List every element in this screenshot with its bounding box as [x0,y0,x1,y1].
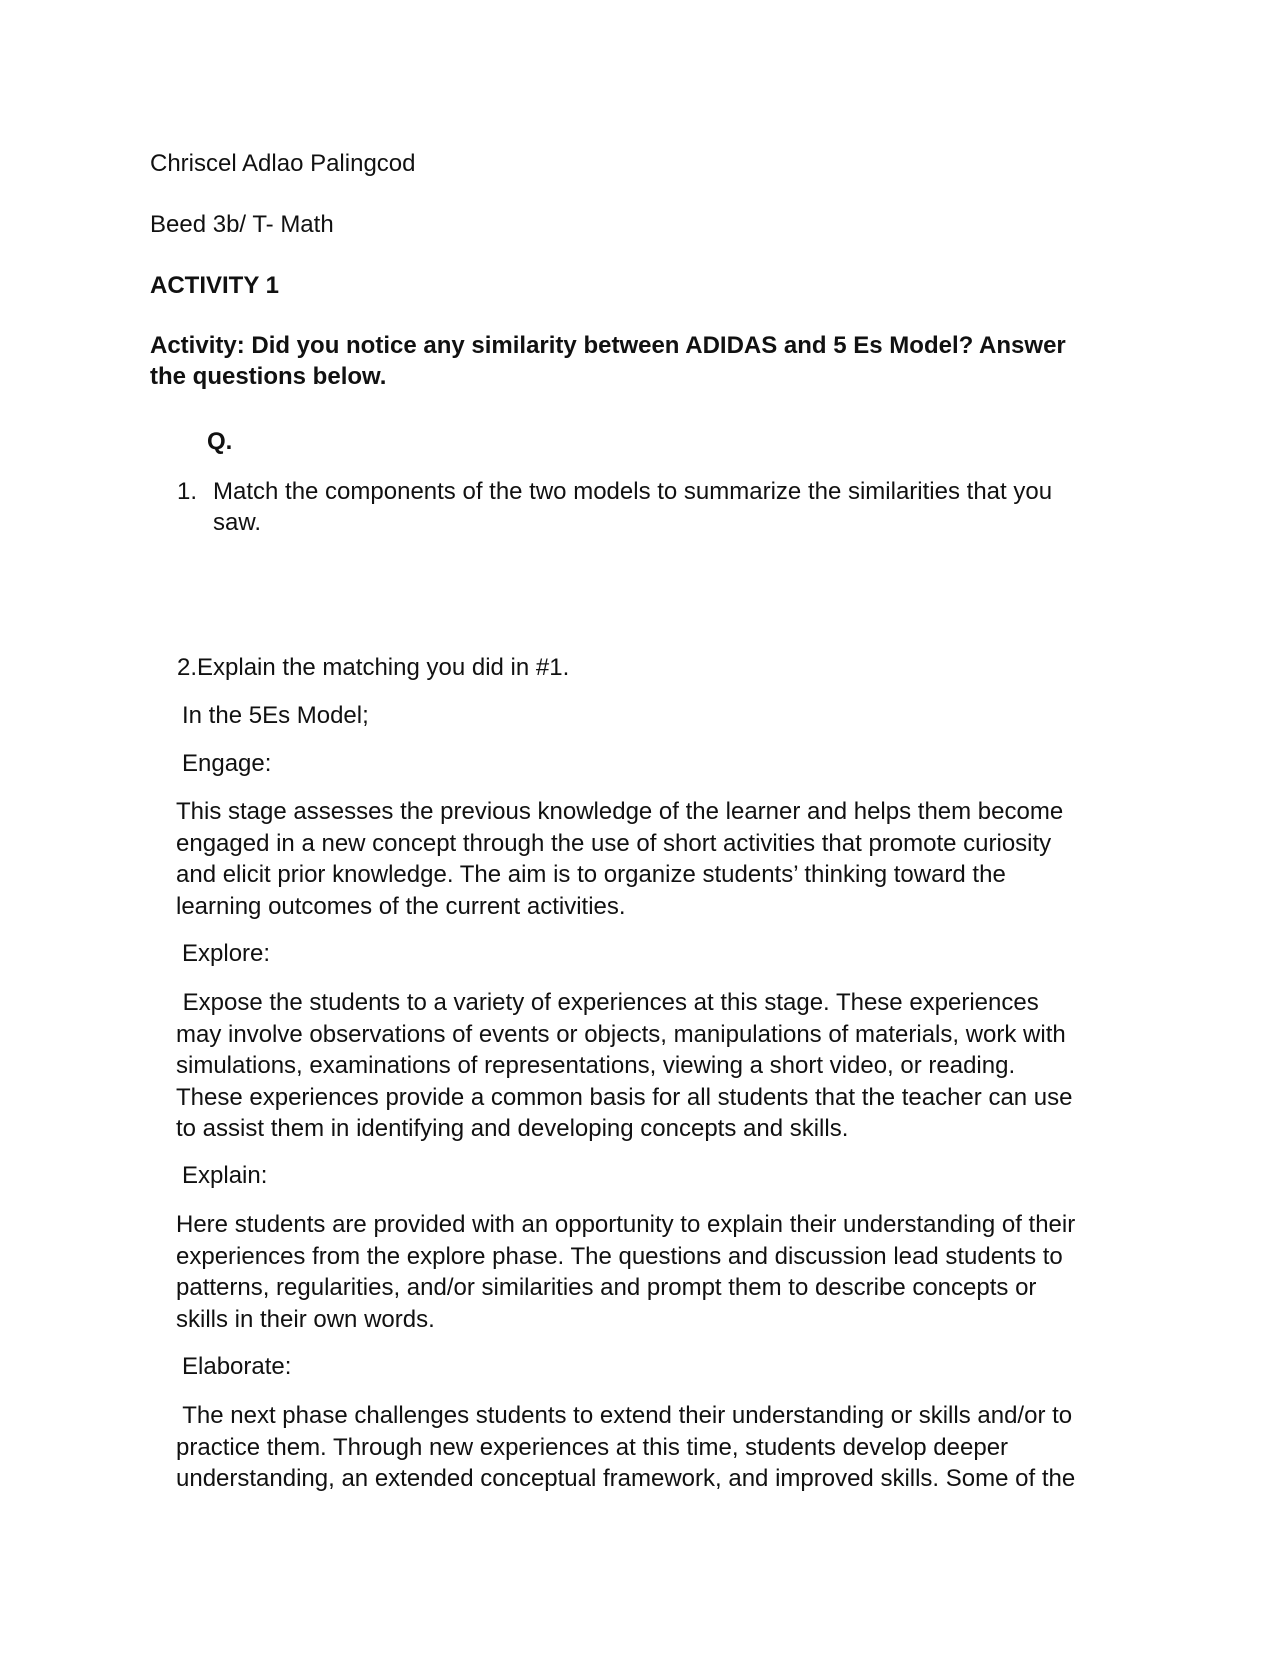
elaborate-line: understanding, an extended conceptual framework, and improved skills. Some of the [176,1465,1076,1492]
course-section: Beed 3b/ T- Math [150,211,334,238]
activity-instruction [150,330,1090,392]
question-2-text: 2.Explain the matching you did in #1. [177,654,570,681]
engage-line: and elicit prior knowledge. The aim is to organize students’ thinking toward the [176,861,1006,888]
explore-heading: Explore: [182,940,271,967]
explore-line: simulations, examinations of representations, viewing a short video, or reading. [176,1052,1016,1079]
engage-line: learning outcomes of the current activities. [176,892,626,920]
engage-line: This stage assesses the previous knowledge of the learner and helps them become [176,798,1064,825]
activity-title: ACTIVITY 1 [150,272,279,299]
instruction-line: the questions below. [150,363,387,390]
explore-line: to assist them in identifying and developing concepts and skills. [176,1115,849,1142]
explore-paragraph [176,987,1116,1145]
questions-label: Q. [207,428,233,455]
explain-line: Here students are provided with an opportunity to explain their understanding of their [176,1211,1076,1238]
explain-line: experiences from the explore phase. The questions and discussion lead students to [176,1242,1063,1270]
elaborate-paragraph [176,1400,1116,1495]
explore-line: may involve observations of events or objects, manipulations of materials, work with [176,1020,1066,1048]
engage-paragraph [176,796,1116,922]
question-1-number: 1. [177,478,198,505]
elaborate-line: The next phase challenges students to extend their understanding or skills and/or to [176,1402,1073,1429]
author-name: Chriscel Adlao Palingcod [150,150,416,177]
explore-line: Expose the students to a variety of experiences at this stage. These experiences [176,989,1039,1016]
question-1-text [213,476,1153,538]
explain-line: skills in their own words. [176,1305,435,1333]
engage-line: engaged in a new concept through the use of short activities that promote curiosity [176,829,1052,857]
model-intro: In the 5Es Model; [182,702,369,729]
question-1-line: saw. [213,509,262,536]
question-1-line: Match the components of the two models to summarize the similarities that you [213,478,1053,505]
elaborate-line: practice them. Through new experiences at this time, students develop deeper [176,1433,1009,1461]
explain-paragraph [176,1209,1116,1335]
elaborate-heading: Elaborate: [182,1353,292,1380]
explain-line: patterns, regularities, and/or similarities and prompt them to describe concepts or [176,1274,1037,1301]
explain-heading: Explain: [182,1162,268,1189]
engage-heading: Engage: [182,750,272,777]
instruction-line: Activity: Did you notice any similarity between ADIDAS and 5 Es Model? Answer [150,332,1066,359]
explore-line: These experiences provide a common basis for all students that the teacher can use [176,1083,1073,1111]
